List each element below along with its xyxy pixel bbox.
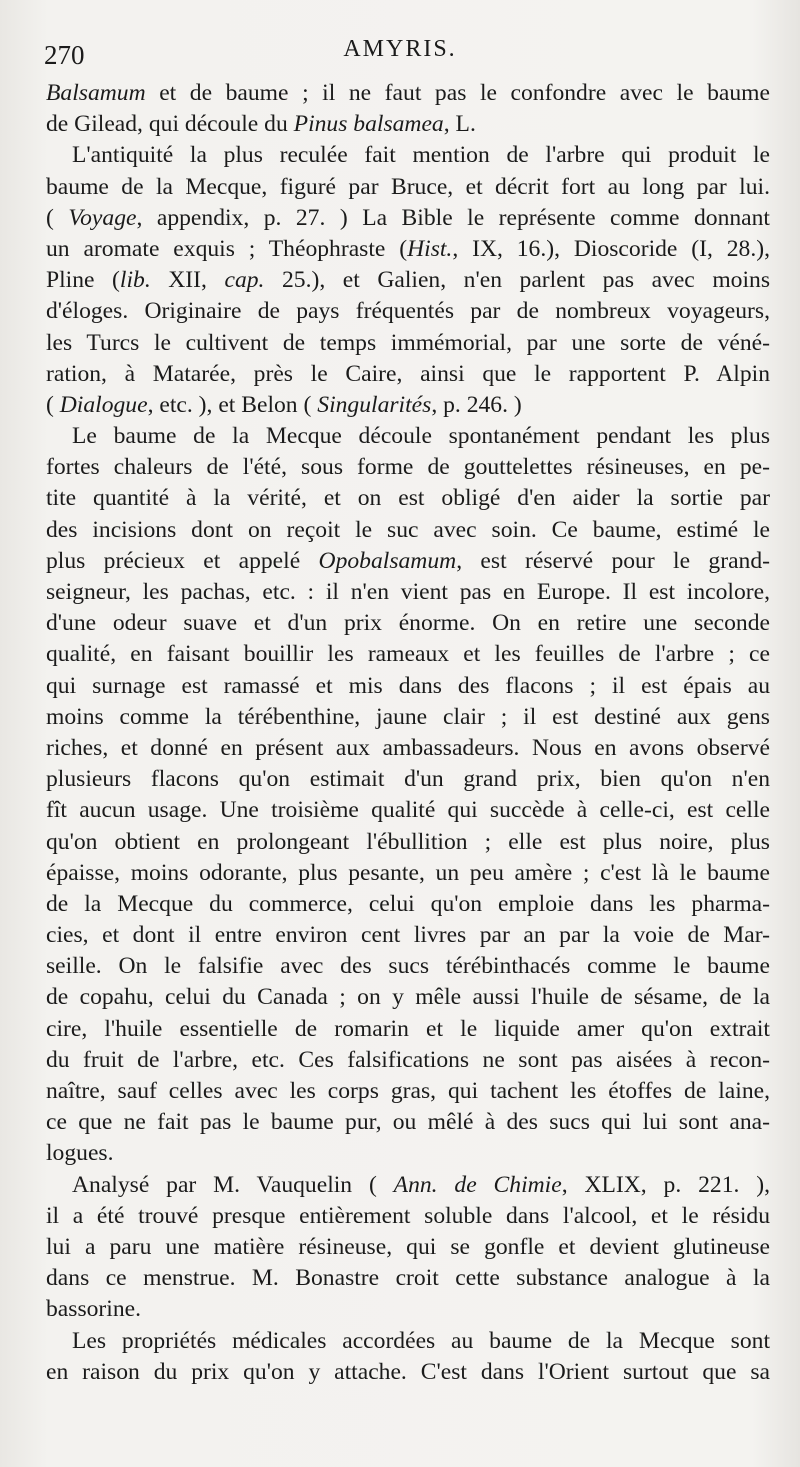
text-segment: moins comme la térébenthine, jaune clair ; il est destiné aux gens [46,703,770,730]
text-line [46,1107,770,1138]
text-line [46,109,770,140]
text-segment: ration, à Matarée, près le Caire, ainsi que le rapportent P. Alpin [46,360,770,387]
text-segment: d'éloges. Originaire de pays fréquentés par de nombreux voyageurs, [46,298,770,325]
text-segment: , est réservé pour le grand- [456,547,770,574]
text-segment: qualité, en faisant bouillir les rameaux et les feuilles de l'arbre ; ce [46,641,770,668]
text-line [46,78,770,109]
italic-text: Voyage [68,204,137,231]
italic-text: Ann. de Chimie [393,1171,562,1198]
italic-text: Pinus balsamea [293,111,444,138]
text-line [46,827,770,858]
text-line [46,1076,770,1107]
italic-text: cap. [224,267,265,294]
text-line [46,203,770,234]
text-segment: plusieurs flacons qu'on estimait d'un grand prix, bien qu'on n'en [46,766,770,793]
text-line [46,546,770,577]
text-segment: baume de la Mecque, figuré par Bruce, et décrit fort au long par lui. [46,173,770,200]
text-segment: riches, et donné en présent aux ambassadeurs. Nous en avons observé [46,734,770,761]
text-line [46,1138,770,1169]
text-segment: un aromate exquis ; Théophraste ( [46,235,408,262]
text-line [46,140,770,171]
italic-text: Singularités [317,391,432,418]
text-line [46,1357,770,1388]
running-title: AMYRIS. [343,36,457,62]
text-line [46,577,770,608]
text-segment: d'une odeur suave et d'un prix énorme. On en retire une seconde [46,610,770,637]
text-line [46,172,770,203]
text-line [46,1201,770,1232]
text-segment: cire, l'huile essentielle de romarin et le liquide amer qu'on extrait [46,1015,770,1042]
text-segment: lui a paru une matière résineuse, qui se gonfle et devient glutineuse [46,1233,770,1260]
text-segment: seille. On le falsifie avec des sucs térébinthacés comme le baume [46,953,770,980]
text-segment: Analysé par M. Vauquelin ( [72,1171,394,1198]
text-line [46,328,770,359]
text-segment: , etc. ), et Belon ( [147,391,318,418]
text-line [46,390,770,421]
page-number: 270 [44,40,85,70]
text-line [46,1326,770,1357]
text-segment: il a été trouvé presque entièrement soluble dans l'alcool, et le résidu [46,1202,770,1229]
text-segment: ce que ne fait pas le baume pur, ou mêlé à des sucs qui lui sont ana- [46,1109,770,1136]
text-line [46,452,770,483]
text-segment: XII, [150,267,225,294]
italic-text: Dialogue [59,391,148,418]
text-segment: , IX, 16.), Dioscoride (I, 28.), [452,235,770,262]
text-segment: ( [46,204,69,231]
text-line [46,702,770,733]
text-line [46,1263,770,1294]
text-segment: les Turcs le cultivent de temps immémorial, par une sorte de véné- [46,329,770,356]
text-segment: plus précieux et appelé [46,547,319,574]
text-segment: tite quantité à la vérité, et on est obligé d'en aider la sortie par [46,485,770,512]
text-line [46,764,770,795]
body-text [46,78,770,1388]
text-segment: fît aucun usage. Une troisième qualité qui succède à celle-ci, est celle [46,797,770,824]
italic-text: Balsamum [46,80,146,106]
text-segment: Les propriétés médicales accordées au baume de la Mecque sont [72,1327,770,1354]
text-segment: , XLIX, p. 221. ), [561,1171,770,1198]
text-segment: logues. [46,1140,114,1167]
text-segment: Le baume de la Mecque découle spontanément pendant les plus [72,423,770,450]
text-segment: Pline ( [46,267,120,294]
text-segment: L'antiquité la plus reculée fait mention de l'arbre qui produit le [72,142,770,169]
text-line [46,1294,770,1325]
text-line [46,234,770,265]
text-segment: qu'on obtient en prolongeant l'ébullition ; elle est plus noire, plus [46,828,770,855]
text-line [46,296,770,327]
text-segment: cies, et dont il entre environ cent livres par an par la voie de Mar- [46,922,770,949]
text-line [46,265,770,296]
text-line [46,1170,770,1201]
text-segment: naître, sauf celles avec les corps gras, qui tachent les étoffes de laine, [46,1078,770,1104]
text-segment: dans ce menstrue. M. Bonastre croit cette substance analogue à la [46,1265,770,1292]
text-line [46,515,770,546]
text-segment: , appendix, p. 27. ) La Bible le représente comme donnant [136,204,770,231]
text-segment: de copahu, celui du Canada ; on y mêle aussi l'huile de sésame, de la [46,984,770,1011]
text-line [46,1045,770,1076]
text-line [46,733,770,764]
italic-text: Hist. [407,235,453,262]
text-line [46,608,770,639]
text-line [46,639,770,670]
text-line [46,920,770,951]
text-segment: ( [46,391,60,418]
text-segment: des incisions dont on reçoit le suc avec soin. Ce baume, estimé le [46,516,770,543]
text-segment: épaisse, moins odorante, plus pesante, un peu amère ; c'est là le baume [46,859,770,886]
text-segment: , p. 246. ) [431,391,522,418]
text-segment: qui surnage est ramassé et mis dans des flacons ; il est épais au [46,672,770,699]
text-line [46,1232,770,1263]
text-segment: bassorine. [46,1296,142,1323]
text-line [46,483,770,514]
text-line [46,951,770,982]
text-segment: de la Mecque du commerce, celui qu'on emploie dans les pharma- [46,890,770,917]
text-line [46,671,770,702]
italic-text: lib. [119,267,151,294]
text-line [46,858,770,889]
text-segment: 25.), et Galien, n'en parlent pas avec moins [264,267,771,294]
text-segment: de Gilead, qui découle du [46,111,294,138]
text-line [46,889,770,920]
text-segment: et de baume ; il ne faut pas le confondre avec le baume [145,80,770,106]
text-segment: , L. [443,111,476,138]
text-line [46,359,770,390]
text-line [46,1014,770,1045]
text-line [46,982,770,1013]
text-line [46,795,770,826]
text-segment: fortes chaleurs de l'été, sous forme de gouttelettes résineuses, en pe- [46,454,770,481]
text-segment: seigneur, les pachas, etc. : il n'en vient pas en Europe. Il est incolore, [46,579,770,605]
text-segment: en raison du prix qu'on y attache. C'est dans l'Orient surtout que sa [46,1358,770,1385]
text-segment: du fruit de l'arbre, etc. Ces falsifications ne sont pas aisées à recon- [46,1046,770,1073]
text-line [46,421,770,452]
italic-text: Opobalsamum [318,547,457,574]
